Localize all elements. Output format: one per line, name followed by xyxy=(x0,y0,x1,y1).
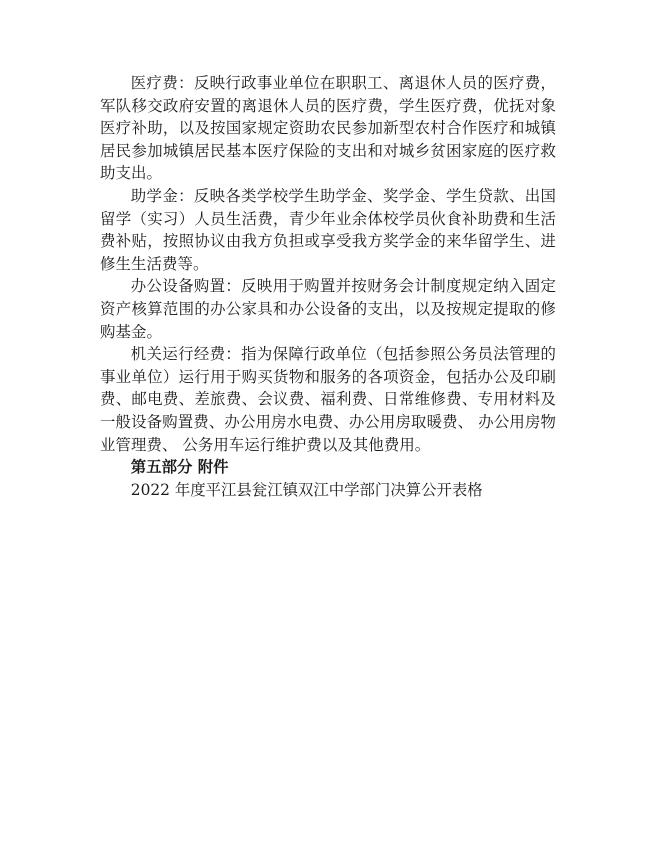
paragraph-medical-expenses: 医疗费：反映行政事业单位在职职工、离退休人员的医疗费，军队移交政府安置的离退休人员的医疗费，学生医疗费，优抚对象医疗补助，以及按国家规定资助农民参加新型农村合作医疗和城镇居民参加城镇居民基本医疗保险的支出和对城乡贫困家庭的医疗救助支出。 xyxy=(100,74,556,183)
paragraph-student-aid: 助学金：反映各类学校学生助学金、奖学金、学生贷款、出国留学（实习）人员生活费，青少年业余体校学员伙食补助费和生活费补贴，按照协议由我方负担或享受我方奖学金的来华留学生、进修生生活费等。 xyxy=(100,186,556,273)
attachment-title: 2022 年度平江县瓮江镇双江中学部门决算公开表格 xyxy=(130,480,483,499)
paragraph-operating-expenses: 机关运行经费：指为保障行政单位（包括参照公务员法管理的事业单位）运行用于购买货物和服务的各项资金，包括办公及印刷费、邮电费、差旅费、会议费、福利费、日常维修费、专用材料及一般设备购置费、办公用房水电费、办公用房取暖费、 办公用房物业管理费、 公务用车运行维护费以及其他费用。 xyxy=(100,345,556,454)
paragraph-office-equipment: 办公设备购置：反映用于购置并按财务会计制度规定纳入固定资产核算范围的办公家具和办公设备的支出，以及按规定提取的修购基金。 xyxy=(100,277,556,341)
document-page xyxy=(100,72,556,501)
section-heading-attachments: 第五部分 附件 xyxy=(130,458,229,477)
